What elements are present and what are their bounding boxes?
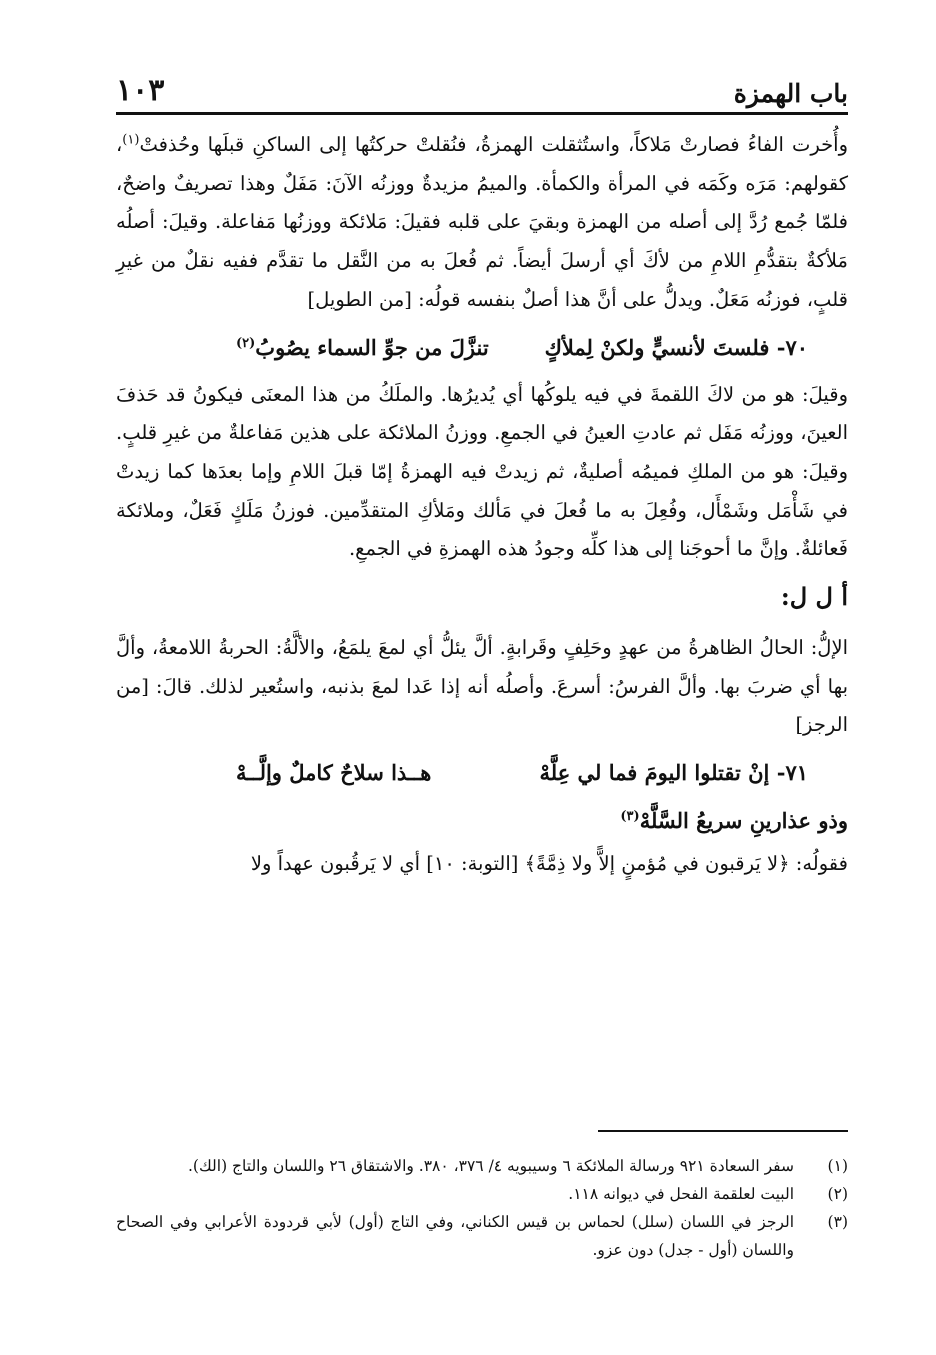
paragraph-text: ، كقولهم: مَرَه وكَمَه في المرأة والكمأة. والميمُ مزيدةٌ ووزنُه الآنَ: مَفَلٌ وهذا تصريفٌ واضحٌ، فلمّا جُمع رُدَّ إلى أصله من الهمزة وبقيَ على قلبه فقيلَ: مَلائكة ووزنُها مَفاعلة. وقيلَ: أصلُه مَلأكةٌ بتقدُّمِ اللامِ من لأكَ أي أرسلَ أيضاً. ثم فُعلَ به من النَّقل ما تقدَّم ففيه نقلٌ من غيرِ قلبٍ، فوزنُه مَعَلٌ. ويدلُّ على أنَّ هذا أصلٌ بنفسه قولُه: [من الطويل]: [116, 133, 848, 311]
footnote: [116, 1180, 848, 1208]
page-number: ١٠٣: [116, 73, 165, 108]
footnote-ref: (٣): [620, 809, 640, 825]
main-text: [116, 126, 848, 884]
verse-second-hemistich: تنزَّلَ من جوِّ السماء يصُوبُ$^{(٢)}$: [236, 334, 489, 360]
poem-verse-71: [116, 753, 848, 793]
footnote-number: (١): [827, 1157, 848, 1175]
verse-number: ٧١-: [776, 760, 808, 786]
footnote-ref: (٢): [236, 335, 256, 351]
footnote-ref: (١): [122, 132, 140, 148]
root-heading: أ ل ل:: [780, 582, 848, 612]
verse-first-hemistich: ٧٠- فلستَ لأنسيٍّ ولكنْ لِملأكٍ: [544, 334, 808, 360]
verse-first-hemistich: ٧١- إنْ تقتلوا اليومَ فما لي عِلَّهْ: [539, 760, 808, 786]
poem-verse-70: [116, 328, 848, 368]
paragraph: فقولُه: ﴿لا يَرقبون في مُؤمنٍ إلاًّ ولا ذِمَّةً﴾ [التوبة: ١٠] أي لا يَرقُبون عهداً ولا: [250, 852, 848, 876]
verse-continuation: وذو عذارينِ سريعُ السَّلَّهْ$^{(٣)}$: [620, 808, 848, 834]
footnote-text: الرجز في اللسان (سلل) لحماس بن قيس الكناني، وفي التاج (أول) لأبي قردودة الأعرابي وفي الصحاح واللسان (أول - جدل) دون عزو.: [116, 1213, 794, 1259]
paragraph: وقيلَ: هو من لاكَ اللقمةَ في فيه يلوكُها أي يُديرُها. والملَكُ من هذا المعنَى فيكونُ قد حَذفَ العينَ، ووزنُه مَفَل ثم عادتِ العينُ في الجمعِ. ووزنُ الملائكة على هذين مَفاعلةٌ من غيرِ قلبٍ. وقيلَ: هو من الملكِ فميمُه أصليةٌ، ثم زيدتْ فيه الهمزةُ إمّا قبلَ اللامِ وإما بعدَها كما زيدتْ في شَأْمَل وشَمْأَل، وفُعِلَ به ما فُعلَ في مَألك ومَلأكِ المتقدِّمين. فوزنُ مَلَكٍ فَعَلٌ، وملائكة فَعائلةٌ. وإنَّ ما أحوجَنا إلى هذا كلِّه وجودُ هذه الهمزةِ في الجمعِ.: [116, 382, 848, 561]
footnote-text: البيت لعلقمة الفحل في ديوانه ١١٨.: [568, 1185, 794, 1203]
footnotes: [116, 1152, 848, 1264]
paragraph-text: وأُخرت الفاءُ فصارتْ مَلاكاً، واستُثقلت الهمزةُ، فنُقلتْ حركتُها إلى الساكنِ قبلَها وحُذفتْ: [139, 133, 848, 156]
footnote-text: سفر السعادة ٩٢١ ورسالة الملائكة ٦ وسيبويه ٤/ ٣٧٦، ٣٨٠. والاشتقاق ٢٦ واللسان والتاج (الك).: [188, 1157, 794, 1175]
footnote: [116, 1208, 848, 1264]
chapter-title: باب الهمزة: [733, 79, 848, 108]
footnote-rule: [598, 1130, 848, 1132]
verse-second-hemistich: هــذا سلاحٌ كاملٌ وإلَّــهْ: [236, 760, 432, 786]
header-rule: [116, 112, 848, 115]
paragraph: [116, 126, 848, 320]
footnote-number: (٢): [827, 1185, 848, 1203]
footnote-number: (٣): [827, 1213, 848, 1231]
paragraph: الإلُّ: الحالُ الظاهرةُ من عهدٍ وحَلِفٍ وقَرابةٍ. ألَّ يئلُّ أي لمعَ يلمَعُ، والألَّةُ: الحربةُ اللامعةُ، وألَّ بها أي ضربَ بها. وألَّ الفرسُ: أسرعَ. وأصلُه أنه إذا عَدا لمعَ بذنبه، واستُعير لذلك. قالَ: [من الرجز]: [116, 636, 848, 737]
footnote: [116, 1152, 848, 1180]
page-header: [116, 62, 848, 106]
verse-number: ٧٠-: [776, 334, 808, 360]
